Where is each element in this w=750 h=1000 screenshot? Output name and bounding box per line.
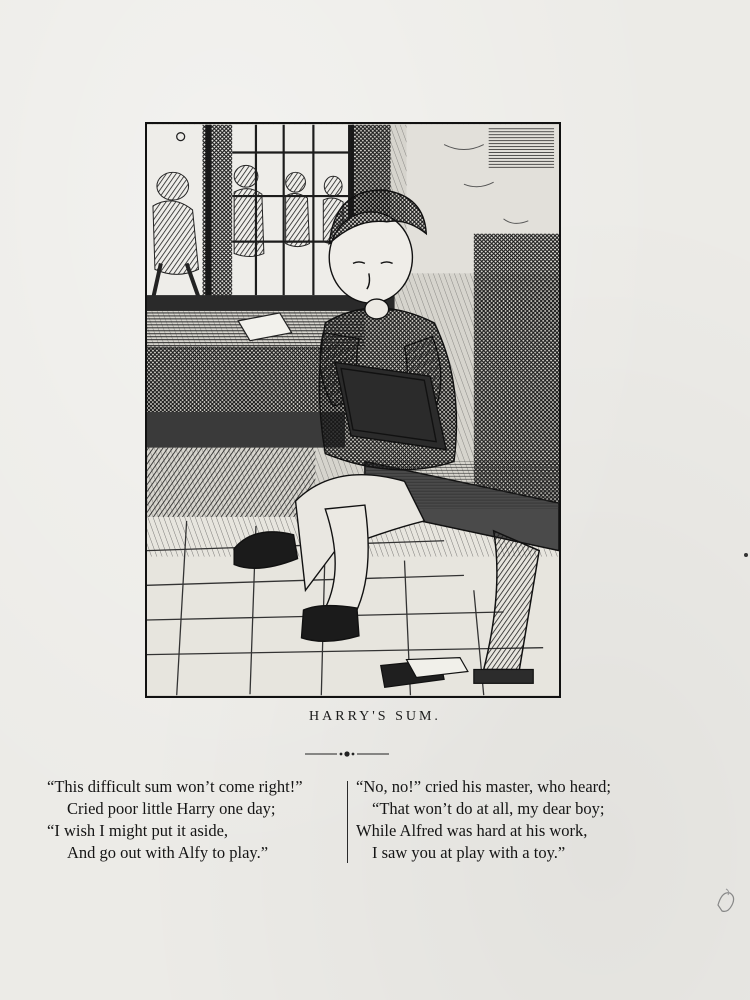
verse-line: Cried poor little Harry one day; <box>67 799 276 818</box>
ornament-divider <box>305 748 389 760</box>
ink-speck <box>744 553 748 557</box>
verse-line: “I wish I might put it aside, <box>47 821 229 840</box>
verse-line: “No, no!” cried his master, who heard; <box>356 777 612 796</box>
ink-smudge <box>712 885 738 915</box>
illustration-caption: HARRY'S SUM. <box>309 709 441 724</box>
verse-left-stanza <box>47 776 303 864</box>
engraving-drawing <box>147 124 559 696</box>
engraving-illustration <box>145 122 561 698</box>
column-divider <box>347 781 348 863</box>
verse-line: “That won’t do at all, my dear boy; <box>372 799 605 818</box>
verse-line: “This difficult sum won’t come right!” <box>47 777 303 796</box>
verse-line: I saw you at play with a toy.” <box>372 843 566 862</box>
verse-line: While Alfred was hard at his work, <box>356 821 588 840</box>
verse-line: And go out with Alfy to play.” <box>67 843 269 862</box>
verse-right-stanza <box>356 776 611 864</box>
